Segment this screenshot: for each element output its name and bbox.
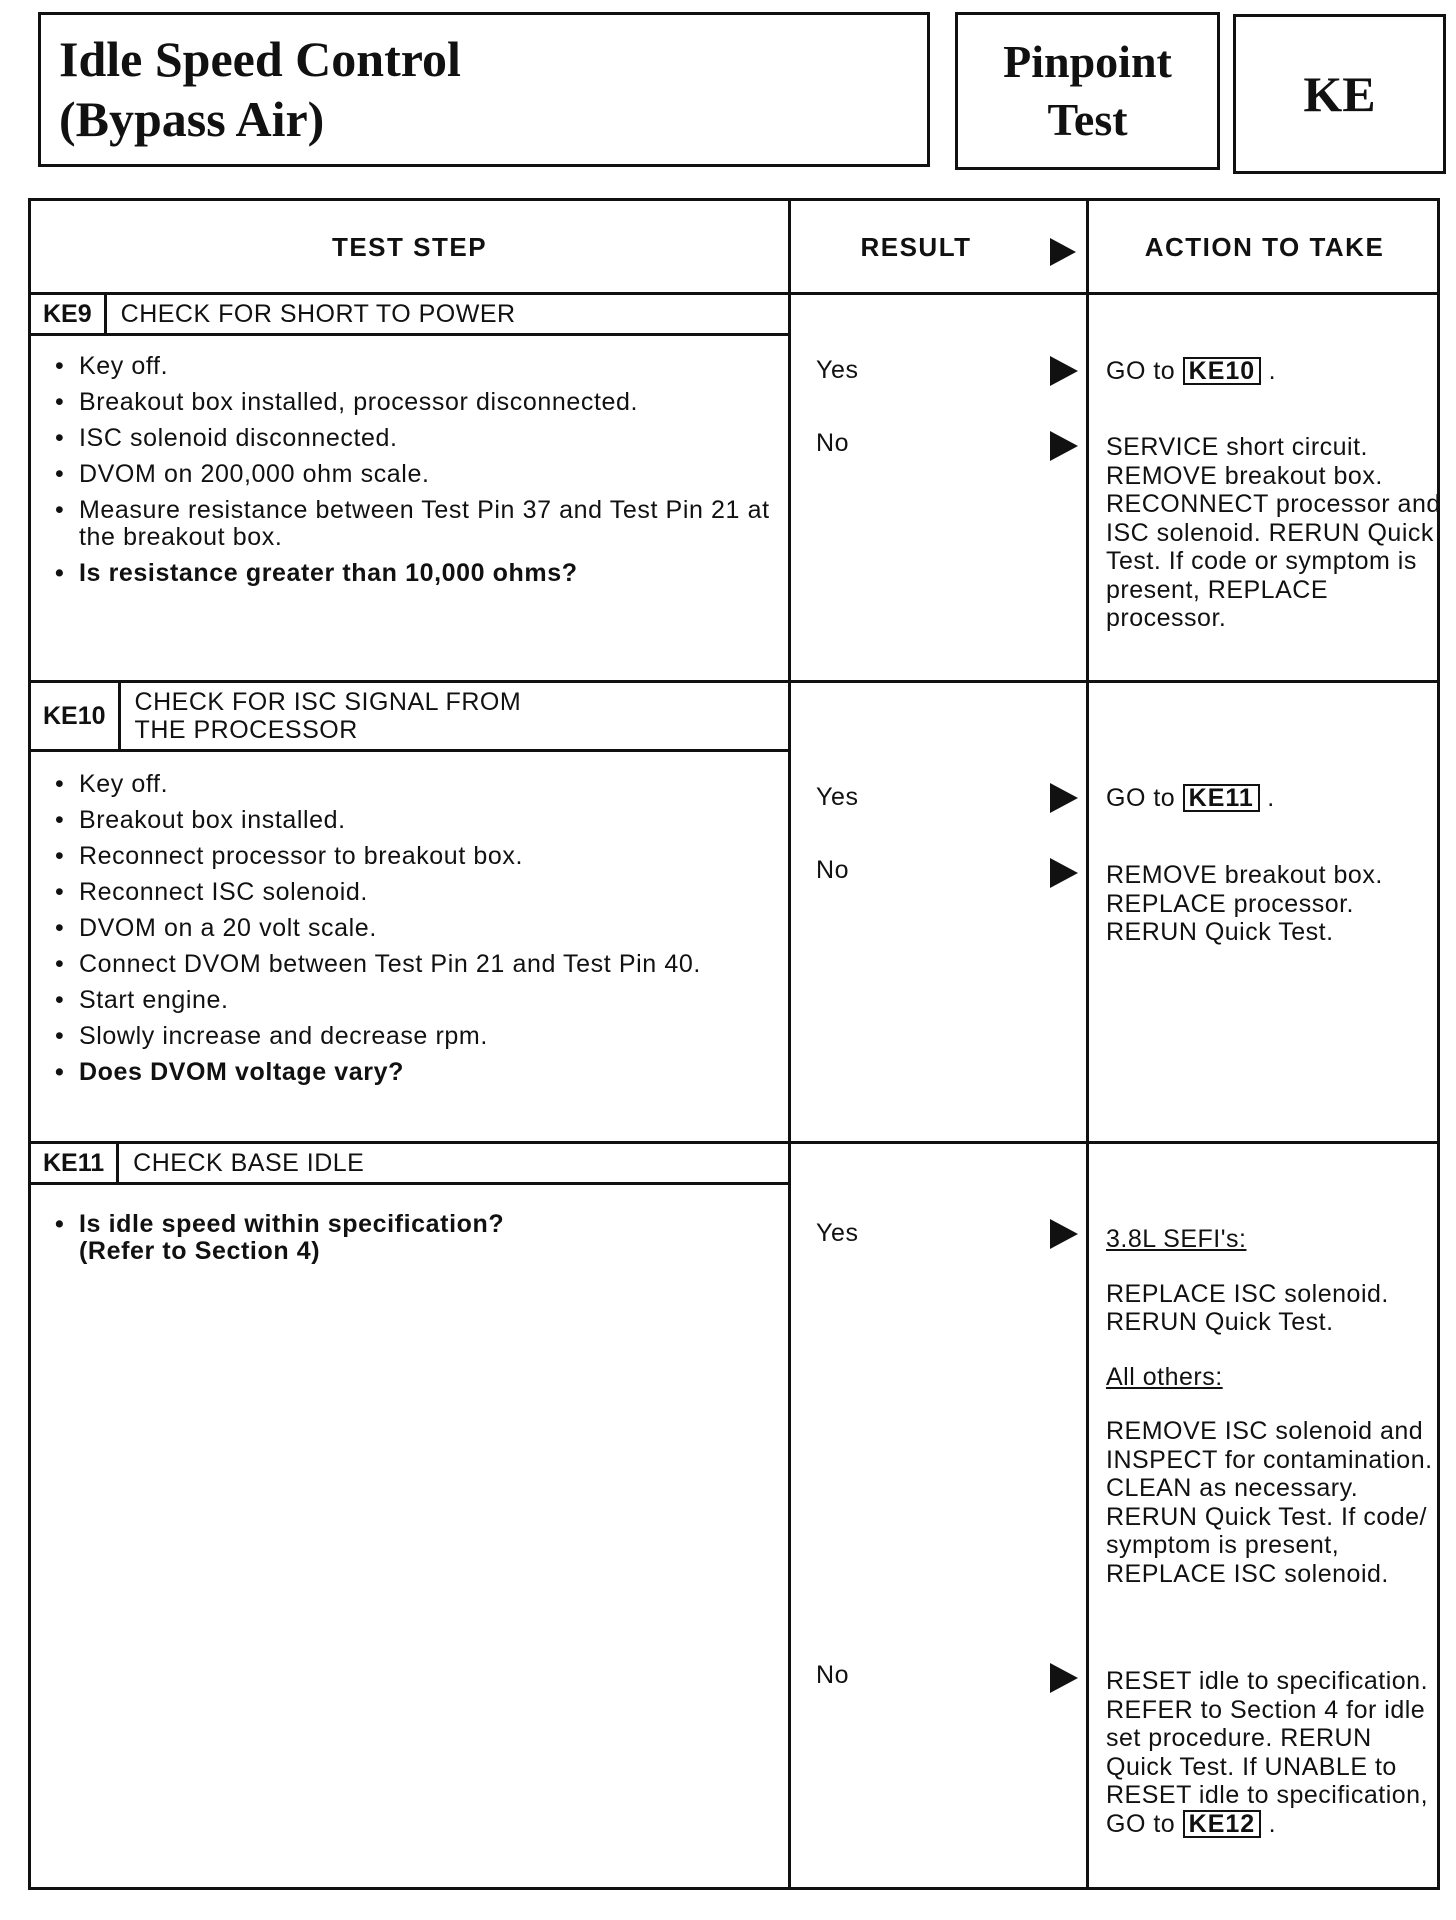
page-title: Idle Speed Control (59, 31, 461, 87)
list-item: • Connect DVOM between Test Pin 21 and Test Pin 40. (53, 951, 773, 978)
step-reference-ke10: KE10 (1183, 357, 1262, 385)
step-bullets-ke11 (53, 1211, 573, 1274)
result-arrow-icon (1050, 858, 1078, 888)
pinpoint-label: Pinpoint (1003, 36, 1172, 87)
action-subheading-all-others: All others: (1106, 1362, 1223, 1391)
action-subheading-3-8l-sefi: 3.8L SEFI's: (1106, 1225, 1247, 1253)
page-title-box (38, 12, 930, 167)
step-header-ke9 (31, 295, 788, 336)
action-ke9-yes (1106, 357, 1441, 386)
action-text: REMOVE ISC solenoid and INSPECT for contamination. CLEAN as necessary. RERUN Quick Test. If code/ symptom is present, REPLACE ISC solenoid. (1106, 1417, 1433, 1588)
step-reference-ke11: KE11 (1183, 784, 1260, 812)
action-text-end: . (1268, 357, 1277, 385)
result-arrow-icon (1050, 1663, 1078, 1693)
list-item: • Is idle speed within specification? (Refer to Section 4) (53, 1211, 573, 1265)
column-header-result: RESULT (860, 232, 972, 262)
list-item: • Key off. (53, 353, 773, 380)
list-item: • Is resistance greater than 10,000 ohms? (53, 560, 773, 587)
action-text: REPLACE ISC solenoid. RERUN Quick Test. (1106, 1279, 1389, 1336)
test-label: Test (1047, 94, 1128, 145)
result-arrow-icon (1050, 1219, 1078, 1249)
page-subtitle: (Bypass Air) (59, 91, 325, 147)
result-arrow-icon (1050, 431, 1078, 461)
pinpoint-test-box (955, 12, 1220, 170)
step-bullets-ke10 (53, 771, 773, 1095)
result-label-ke10-no: No (816, 856, 850, 884)
result-label-ke10-yes: Yes (816, 783, 859, 811)
list-item: • Key off. (53, 771, 773, 798)
header-arrow-icon (1050, 238, 1076, 266)
list-item: • Reconnect ISC solenoid. (53, 879, 773, 906)
test-code-box (1233, 14, 1446, 174)
action-text: GO to (1106, 784, 1176, 812)
step-reference-ke12: KE12 (1183, 1810, 1262, 1838)
step-code-ke11: KE11 (31, 1144, 119, 1182)
action-text-end: . (1267, 784, 1275, 812)
list-item: • Reconnect processor to breakout box. (53, 843, 773, 870)
action-ke11-yes (1106, 1225, 1441, 1588)
step-bullets-ke9 (53, 353, 773, 596)
list-item: • Does DVOM voltage vary? (53, 1059, 773, 1086)
result-label-ke11-no: No (816, 1661, 850, 1689)
action-ke10-no: REMOVE breakout box. REPLACE processor. RERUN Quick Test. (1106, 861, 1383, 946)
list-item: • Start engine. (53, 987, 773, 1014)
action-ke9-no: SERVICE short circuit. REMOVE breakout box. RECONNECT processor and ISC solenoid. RERUN Quick Test. If code or symptom is present, REPLACE processor. (1106, 433, 1441, 632)
action-text-end: . (1268, 1809, 1277, 1838)
list-item: • ISC solenoid disconnected. (53, 425, 773, 452)
test-code: KE (1303, 66, 1376, 122)
step-title-ke10: CHECK FOR ISC SIGNAL FROM THE PROCESSOR (134, 688, 522, 744)
list-item: • Breakout box installed, processor disconnected. (53, 389, 773, 416)
list-item: • DVOM on 200,000 ohm scale. (53, 461, 773, 488)
list-item: • Breakout box installed. (53, 807, 773, 834)
column-divider-action (1086, 201, 1089, 1887)
list-item: • DVOM on a 20 volt scale. (53, 915, 773, 942)
result-arrow-icon (1050, 356, 1078, 386)
step-header-ke10 (31, 683, 788, 752)
step-code-ke9: KE9 (31, 295, 107, 333)
column-header-test-step: TEST STEP (331, 232, 488, 262)
action-ke10-yes (1106, 784, 1441, 813)
action-text: GO to (1106, 357, 1176, 385)
step-header-ke11 (31, 1144, 788, 1185)
result-label-ke9-yes: Yes (816, 356, 859, 384)
result-label-ke11-yes: Yes (816, 1219, 859, 1247)
action-text: RESET idle to specification. REFER to Section 4 for idle set procedure. RERUN Quick Test. If UNABLE to RESET idle to specification, GO to (1106, 1667, 1429, 1838)
column-divider-result (788, 201, 791, 1887)
action-ke11-no (1106, 1667, 1441, 1838)
pinpoint-table (28, 198, 1440, 1890)
step-code-ke10: KE10 (31, 683, 121, 749)
list-item: • Slowly increase and decrease rpm. (53, 1023, 773, 1050)
step-title-ke11: CHECK BASE IDLE (133, 1149, 365, 1177)
list-item: • Measure resistance between Test Pin 37 and Test Pin 21 at the breakout box. (53, 497, 773, 551)
result-arrow-icon (1050, 783, 1078, 813)
step-title-ke9: CHECK FOR SHORT TO POWER (120, 300, 516, 328)
result-label-ke9-no: No (816, 429, 850, 457)
column-header-action: ACTION TO TAKE (1144, 232, 1385, 262)
